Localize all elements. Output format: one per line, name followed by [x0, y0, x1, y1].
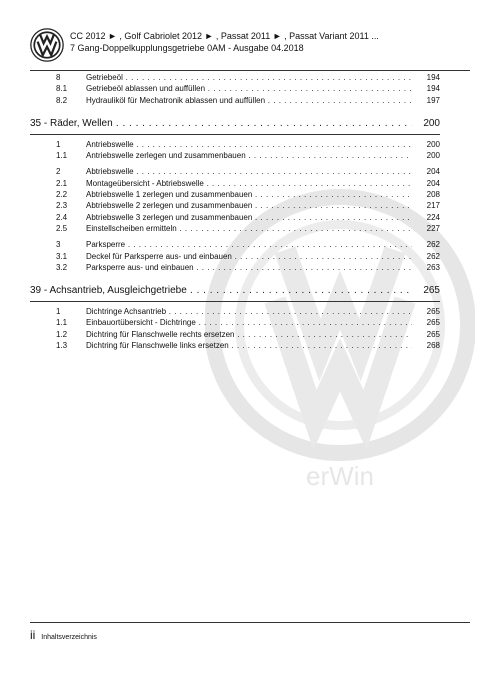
page-number: ii: [30, 628, 36, 642]
toc-page: 194: [426, 73, 440, 82]
toc-number: 3.2: [56, 262, 68, 272]
toc-title: Antriebswelle zerlegen und zusammenbauen . . .: [86, 150, 412, 161]
toc-number: 1: [56, 307, 61, 317]
toc-entry[interactable]: [30, 317, 440, 328]
toc-title: Montageübersicht - Abtriebswelle . . .: [86, 178, 412, 189]
toc-page: 204: [426, 167, 440, 177]
toc-number: 2.3: [56, 201, 68, 211]
toc-page: 208: [426, 190, 440, 200]
toc-entry[interactable]: [30, 239, 440, 250]
toc-page: 224: [426, 212, 440, 222]
toc-page: 200: [423, 117, 440, 129]
toc-title: Dichtringe Achsantrieb . . .: [86, 306, 412, 317]
watermark-erwin-text: erWin: [306, 461, 374, 491]
toc-number: 2.2: [56, 190, 68, 200]
toc-chapter[interactable]: [30, 116, 440, 132]
toc-number: 1: [56, 139, 61, 149]
toc-title: Antriebswelle . . .: [86, 139, 412, 150]
toc-title: Einbauortübersicht - Dichtringe . . .: [86, 317, 412, 328]
chapter-divider: [30, 134, 440, 135]
toc-page: 265: [426, 329, 440, 339]
toc-page: 197: [426, 95, 440, 105]
toc-page: 262: [426, 240, 440, 250]
header-manual-title: 7 Gang-Doppelkupplungsgetriebe 0AM - Ausgabe 04.2018: [70, 43, 304, 53]
toc-title: Abtriebswelle . . .: [86, 166, 412, 177]
toc-chapter[interactable]: [30, 283, 440, 299]
header-divider: [30, 70, 470, 71]
chapter-divider: [30, 301, 440, 302]
toc-page: 265: [426, 318, 440, 328]
page-footer: [30, 628, 97, 642]
toc-entry[interactable]: [30, 72, 440, 83]
toc-page: 217: [426, 201, 440, 211]
toc-title: Abtriebswelle 3 zerlegen und zusammenbauen . . .: [86, 212, 412, 223]
footer-divider: [30, 622, 470, 623]
toc-number: 1.1: [56, 318, 68, 328]
toc-page: 265: [423, 285, 440, 297]
toc-entry[interactable]: [30, 212, 440, 223]
toc-entry[interactable]: [30, 329, 440, 340]
toc-page: 194: [426, 84, 440, 94]
toc-entry[interactable]: [30, 95, 440, 106]
toc-number: 3: [56, 240, 61, 250]
toc-entry[interactable]: [30, 189, 440, 200]
toc-entry[interactable]: [30, 262, 440, 273]
toc-number: 1.1: [56, 151, 68, 161]
toc-entry[interactable]: [30, 223, 440, 234]
toc-number: 2.5: [56, 223, 68, 233]
toc-number: 8: [56, 73, 61, 82]
toc-number: 2: [56, 167, 61, 177]
toc-number: 3.1: [56, 251, 68, 261]
toc-number: 1.2: [56, 329, 68, 339]
toc-title: Parksperre . . .: [86, 239, 412, 250]
toc-entry[interactable]: [30, 139, 440, 150]
toc-entry[interactable]: [30, 166, 440, 177]
toc-page: 265: [426, 307, 440, 317]
toc-title: Dichtring für Flanschwelle rechts ersetzen . . .: [86, 329, 412, 340]
toc-number: 8.2: [56, 95, 68, 105]
toc-entry[interactable]: [30, 340, 440, 351]
toc-title: Parksperre aus- und einbauen . . .: [86, 262, 412, 273]
toc-title: 35 - Räder, Wellen . . .: [30, 116, 412, 132]
toc-entry[interactable]: [30, 200, 440, 211]
toc-title: Getriebeöl ablassen und auffüllen . . .: [86, 83, 412, 94]
toc-page: 262: [426, 251, 440, 261]
toc-page: 227: [426, 223, 440, 233]
toc-page: 200: [426, 139, 440, 149]
toc-title: Abtriebswelle 2 zerlegen und zusammenbauen . . .: [86, 200, 412, 211]
toc-page: 263: [426, 262, 440, 272]
toc-page: 204: [426, 178, 440, 188]
toc-entry[interactable]: [30, 178, 440, 189]
toc-entry[interactable]: [30, 83, 440, 94]
toc-title: Getriebeöl . . .: [86, 72, 412, 83]
toc-page: 200: [426, 151, 440, 161]
header-models: CC 2012 ► , Golf Cabriolet 2012 ► , Passat 2011 ► , Passat Variant 2011 ...: [70, 31, 379, 41]
toc-title: Dichtring für Flanschwelle links ersetzen . . .: [86, 340, 412, 351]
vw-logo-icon: [30, 28, 64, 62]
toc-page: 268: [426, 341, 440, 351]
toc-entry[interactable]: [30, 251, 440, 262]
toc-entry[interactable]: [30, 306, 440, 317]
toc-title: Abtriebswelle 1 zerlegen und zusammenbauen . . .: [86, 189, 412, 200]
footer-label: Inhaltsverzeichnis: [41, 634, 97, 641]
toc-number: 8.1: [56, 84, 68, 94]
table-of-contents: [30, 72, 440, 351]
toc-entry[interactable]: [30, 150, 440, 161]
toc-title: Einstellscheiben ermitteln . . .: [86, 223, 412, 234]
page-header: [30, 28, 470, 70]
toc-title: Hydrauliköl für Mechatronik ablassen und auffüllen . . .: [86, 95, 412, 106]
toc-number: 1.3: [56, 341, 68, 351]
toc-title: Deckel für Parksperre aus- und einbauen . . .: [86, 251, 412, 262]
toc-number: 2.1: [56, 178, 68, 188]
toc-title: 39 - Achsantrieb, Ausgleichgetriebe . . .: [30, 283, 412, 299]
toc-number: 2.4: [56, 212, 68, 222]
